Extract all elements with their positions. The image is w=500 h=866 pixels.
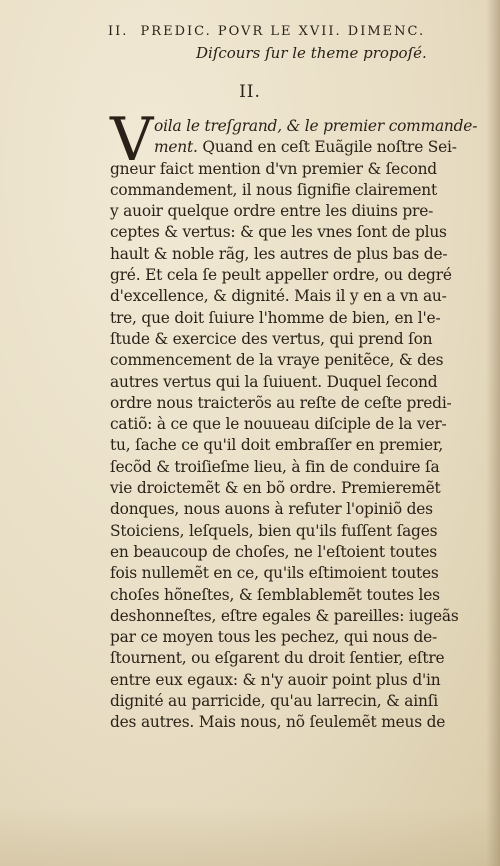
text-line xyxy=(110,222,480,243)
text-line xyxy=(110,435,480,456)
roman-text: dignité au parricide, qu'au larrecin, & ainſi xyxy=(110,692,438,711)
text-line xyxy=(110,499,480,520)
text-line xyxy=(110,457,480,478)
roman-text: en beaucoup de choſes, ne l'eſtoient toutes xyxy=(110,542,437,561)
roman-text: entre eux egaux: & n'y auoir point plus d'in xyxy=(110,670,441,689)
text-line xyxy=(110,265,480,286)
roman-text: ſecõd & troiſieſme lieu, à fin de conduire ſa xyxy=(110,457,440,476)
text-line xyxy=(110,627,480,648)
text-line xyxy=(110,201,480,222)
roman-text: deshonneſtes, eſtre egales & pareilles: iugeãs xyxy=(110,606,459,625)
roman-text: ordre nous traicterõs au reſte de ceſte predi- xyxy=(110,393,452,412)
text-line xyxy=(110,244,480,265)
roman-text: Quand en ceſt Euãgile noſtre Sei- xyxy=(197,138,457,157)
text-line xyxy=(110,372,480,393)
text-line xyxy=(110,670,480,691)
roman-text: y auoir quelque ordre entre les diuins pre- xyxy=(110,202,434,221)
text-line xyxy=(110,116,480,137)
text-line xyxy=(110,648,480,669)
running-header xyxy=(108,24,483,39)
text-line xyxy=(110,159,480,180)
text-line xyxy=(110,712,480,733)
roman-text: d'excellence, & dignité. Mais il y en a vn au- xyxy=(110,287,447,306)
section-number: II. xyxy=(239,82,261,102)
text-line xyxy=(110,691,480,712)
roman-text: vie droictemẽt & en bõ ordre. Premieremẽt xyxy=(110,479,441,498)
italic-text: ment. xyxy=(154,138,198,157)
text-line xyxy=(110,286,480,307)
roman-text: choſes hõneſtes, & ſemblablemẽt toutes les xyxy=(110,585,440,604)
text-line xyxy=(110,585,480,606)
roman-text: autres vertus qui la ſuiuent. Duquel ſecond xyxy=(110,372,438,391)
roman-text: tre, que doit ſuiure l'homme de bien, en l'e- xyxy=(110,308,441,327)
roman-text: par ce moyen tous les pechez, qui nous de- xyxy=(110,628,438,647)
roman-text: commandement, il nous ſignifie clairement xyxy=(110,180,437,199)
text-line xyxy=(110,350,480,371)
drop-capital: V xyxy=(110,105,154,175)
text-line xyxy=(110,137,480,158)
roman-text: gneur faict mention d'vn premier & ſecond xyxy=(110,159,437,178)
body-text xyxy=(110,116,480,734)
roman-text: des autres. Mais nous, nõ ſeulemẽt meus de xyxy=(110,713,446,732)
page-number: II. xyxy=(108,24,129,39)
page-bottom-shade xyxy=(0,806,500,866)
text-line xyxy=(110,478,480,499)
text-line xyxy=(110,329,480,350)
text-line xyxy=(110,414,480,435)
chapter-subtitle: Diſcours ſur le theme propoſé. xyxy=(196,44,427,62)
text-line xyxy=(110,521,480,542)
text-line xyxy=(110,393,480,414)
roman-text: ſtournent, ou eſgarent du droit ſentier, eſtre xyxy=(110,649,445,668)
text-line xyxy=(110,606,480,627)
roman-text: tu, ſache ce qu'il doit embraſſer en premier, xyxy=(110,436,444,455)
roman-text: commencement de la vraye penitẽce, & des xyxy=(110,351,444,370)
roman-text: catiõ: à ce que le nouueau diſciple de la ver- xyxy=(110,415,447,434)
roman-text: gré. Et cela ſe peult appeller ordre, ou degré xyxy=(110,266,452,285)
text-line xyxy=(110,180,480,201)
roman-text: ceptes & vertus: & que les vnes ſont de plus xyxy=(110,223,447,242)
text-line xyxy=(110,563,480,584)
italic-text: oila le treſgrand, & le premier commande- xyxy=(154,117,478,135)
roman-text: Stoiciens, leſquels, bien qu'ils fuſſent ſages xyxy=(110,521,438,540)
roman-text: donques, nous auons à refuter l'opiniõ des xyxy=(110,500,433,519)
roman-text: fois nullemẽt en ce, qu'ils eſtimoient toutes xyxy=(110,564,439,583)
roman-text: ſtude & exercice des vertus, qui prend ſon xyxy=(110,329,433,348)
running-title: PREDIC. POVR LE XVII. DIMENC. xyxy=(140,24,426,39)
roman-text: hault & noble rãg, les autres de plus bas de- xyxy=(110,244,448,263)
text-line xyxy=(110,542,480,563)
text-line xyxy=(110,308,480,329)
page-edge-shadow xyxy=(486,0,500,866)
